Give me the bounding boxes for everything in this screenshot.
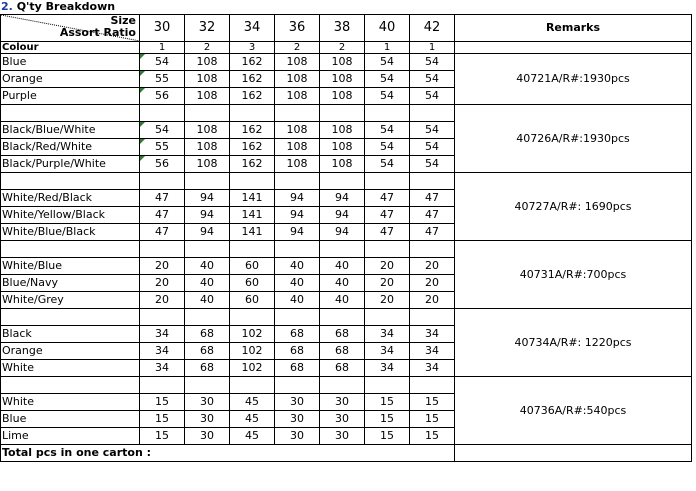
qty-cell: 54 — [365, 156, 410, 173]
assort-ratio-value: 2 — [320, 42, 365, 54]
spacer-row — [1, 309, 692, 326]
qty-cell: 102 — [230, 360, 275, 377]
empty-cell — [1, 105, 140, 122]
qty-cell: 60 — [230, 258, 275, 275]
empty-cell — [320, 309, 365, 326]
qty-cell: 20 — [365, 292, 410, 309]
section-title — [1, 0, 115, 14]
qty-cell: 94 — [185, 224, 230, 241]
assort-ratio-value: 1 — [140, 42, 185, 54]
empty-cell — [410, 309, 455, 326]
colour-label: Colour — [1, 42, 140, 54]
empty-cell — [185, 173, 230, 190]
colour-name: White/Blue/Black — [1, 224, 140, 241]
section-number: 2. — [1, 0, 13, 13]
qty-cell: 108 — [320, 139, 365, 156]
qty-cell: 40 — [275, 275, 320, 292]
assort-ratio-value: 2 — [185, 42, 230, 54]
empty-cell — [140, 309, 185, 326]
qty-cell: 20 — [365, 258, 410, 275]
empty-cell — [230, 241, 275, 258]
group-remark: 40731A/R#:700pcs — [455, 241, 692, 309]
group-remark: 40727A/R#: 1690pcs — [455, 173, 692, 241]
qty-cell: 20 — [410, 275, 455, 292]
qty-cell: 30 — [320, 394, 365, 411]
colour-name: Black — [1, 326, 140, 343]
empty-cell — [275, 377, 320, 394]
qty-cell — [140, 122, 185, 139]
qty-breakdown-table — [0, 14, 692, 462]
qty-cell: 68 — [275, 326, 320, 343]
spacer-row — [1, 241, 692, 258]
colour-name: Orange — [1, 343, 140, 360]
qty-cell: 108 — [275, 139, 320, 156]
qty-cell: 162 — [230, 156, 275, 173]
qty-cell: 102 — [230, 343, 275, 360]
qty-cell: 20 — [140, 275, 185, 292]
qty-cell: 54 — [410, 156, 455, 173]
qty-cell: 30 — [185, 428, 230, 445]
colour-name: Blue — [1, 54, 140, 71]
qty-cell: 108 — [185, 156, 230, 173]
comment-flag-icon — [140, 156, 145, 161]
qty-cell: 30 — [275, 394, 320, 411]
qty-cell: 45 — [230, 394, 275, 411]
qty-cell: 54 — [365, 122, 410, 139]
qty-cell: 108 — [275, 122, 320, 139]
qty-cell: 94 — [320, 190, 365, 207]
empty-cell — [230, 105, 275, 122]
empty-cell — [365, 173, 410, 190]
qty-cell: 34 — [365, 360, 410, 377]
qty-value: 55 — [155, 72, 169, 85]
empty-cell — [320, 105, 365, 122]
colour-name: Blue/Navy — [1, 275, 140, 292]
qty-cell: 47 — [410, 190, 455, 207]
qty-cell: 108 — [320, 122, 365, 139]
empty-cell — [140, 241, 185, 258]
empty-cell — [410, 105, 455, 122]
empty-cell — [185, 105, 230, 122]
qty-cell: 54 — [410, 139, 455, 156]
qty-cell: 54 — [410, 122, 455, 139]
empty-cell — [275, 309, 320, 326]
qty-cell: 54 — [365, 139, 410, 156]
qty-cell: 108 — [275, 54, 320, 71]
colour-name: Orange — [1, 71, 140, 88]
qty-cell: 68 — [320, 343, 365, 360]
qty-cell: 47 — [365, 224, 410, 241]
empty-cell — [140, 173, 185, 190]
qty-cell: 162 — [230, 139, 275, 156]
group-remark: 40726A/R#:1930pcs — [455, 105, 692, 173]
spacer-row — [1, 377, 692, 394]
qty-cell: 68 — [185, 360, 230, 377]
qty-cell: 30 — [320, 411, 365, 428]
qty-cell: 47 — [410, 224, 455, 241]
qty-cell: 108 — [185, 71, 230, 88]
qty-value: 54 — [155, 55, 169, 68]
qty-cell: 162 — [230, 88, 275, 105]
colour-name: Lime — [1, 428, 140, 445]
qty-value: 56 — [155, 89, 169, 102]
empty-cell — [185, 377, 230, 394]
qty-cell: 34 — [365, 326, 410, 343]
colour-name: Purple — [1, 88, 140, 105]
empty-cell — [410, 377, 455, 394]
size-header: 34 — [230, 15, 275, 42]
qty-cell: 54 — [410, 71, 455, 88]
qty-cell: 108 — [320, 88, 365, 105]
qty-cell — [140, 71, 185, 88]
qty-cell: 108 — [320, 71, 365, 88]
qty-cell: 40 — [185, 258, 230, 275]
empty-cell — [230, 173, 275, 190]
group-remark: 40736A/R#:540pcs — [455, 377, 692, 445]
qty-cell: 54 — [410, 88, 455, 105]
qty-cell: 68 — [275, 343, 320, 360]
colour-name: White/Grey — [1, 292, 140, 309]
qty-cell: 47 — [140, 190, 185, 207]
qty-cell: 30 — [185, 411, 230, 428]
colour-name: White/Yellow/Black — [1, 207, 140, 224]
qty-cell: 15 — [410, 411, 455, 428]
empty-cell — [365, 241, 410, 258]
qty-cell: 68 — [320, 326, 365, 343]
qty-cell: 30 — [320, 428, 365, 445]
qty-cell: 108 — [320, 156, 365, 173]
table-row — [1, 54, 692, 71]
empty-cell — [410, 241, 455, 258]
qty-cell: 108 — [185, 54, 230, 71]
colour-name: White — [1, 360, 140, 377]
section-title-text: Q'ty Breakdown — [16, 0, 116, 13]
group-remark: 40721A/R#:1930pcs — [455, 54, 692, 105]
size-header: 36 — [275, 15, 320, 42]
empty-cell — [140, 105, 185, 122]
empty-cell — [1, 377, 140, 394]
qty-cell: 60 — [230, 292, 275, 309]
qty-cell: 162 — [230, 71, 275, 88]
qty-cell: 20 — [365, 275, 410, 292]
qty-cell: 68 — [185, 326, 230, 343]
qty-cell: 54 — [365, 54, 410, 71]
qty-cell: 30 — [185, 394, 230, 411]
header-row — [1, 15, 692, 42]
qty-cell: 45 — [230, 428, 275, 445]
qty-cell: 20 — [410, 258, 455, 275]
qty-cell: 40 — [275, 292, 320, 309]
qty-value: 56 — [155, 157, 169, 170]
qty-cell: 108 — [275, 88, 320, 105]
qty-cell: 68 — [185, 343, 230, 360]
qty-cell: 108 — [185, 88, 230, 105]
qty-cell: 34 — [365, 343, 410, 360]
qty-cell: 94 — [185, 207, 230, 224]
qty-cell: 34 — [140, 343, 185, 360]
qty-cell: 15 — [365, 411, 410, 428]
colour-name: Blue — [1, 411, 140, 428]
empty-cell — [365, 309, 410, 326]
comment-flag-icon — [140, 54, 145, 59]
qty-cell: 68 — [275, 360, 320, 377]
qty-cell: 94 — [320, 224, 365, 241]
qty-cell: 15 — [140, 411, 185, 428]
empty-cell — [230, 377, 275, 394]
colour-name: Black/Purple/White — [1, 156, 140, 173]
qty-cell: 40 — [185, 275, 230, 292]
size-header: 38 — [320, 15, 365, 42]
qty-cell: 15 — [410, 394, 455, 411]
qty-cell: 20 — [140, 258, 185, 275]
qty-cell: 94 — [275, 224, 320, 241]
remarks-header: Remarks — [455, 15, 692, 42]
assort-ratio-value: 1 — [410, 42, 455, 54]
qty-cell: 141 — [230, 224, 275, 241]
qty-cell: 40 — [275, 258, 320, 275]
empty-cell — [320, 173, 365, 190]
qty-cell: 60 — [230, 275, 275, 292]
qty-cell: 108 — [275, 71, 320, 88]
comment-flag-icon — [140, 88, 145, 93]
total-remark-cell — [455, 445, 692, 462]
qty-cell: 141 — [230, 207, 275, 224]
qty-cell: 108 — [185, 139, 230, 156]
remarks-cell — [455, 42, 692, 54]
empty-cell — [410, 173, 455, 190]
qty-cell: 94 — [320, 207, 365, 224]
qty-cell — [140, 156, 185, 173]
qty-cell: 94 — [275, 207, 320, 224]
empty-cell — [1, 173, 140, 190]
qty-cell: 162 — [230, 122, 275, 139]
qty-cell: 20 — [410, 292, 455, 309]
colour-name: White — [1, 394, 140, 411]
empty-cell — [365, 105, 410, 122]
qty-cell: 15 — [140, 428, 185, 445]
qty-cell: 20 — [140, 292, 185, 309]
size-assort-label-cell — [1, 15, 140, 42]
qty-cell: 47 — [140, 224, 185, 241]
size-header: 32 — [185, 15, 230, 42]
qty-cell: 40 — [320, 258, 365, 275]
empty-cell — [185, 309, 230, 326]
empty-cell — [275, 173, 320, 190]
qty-cell: 54 — [410, 54, 455, 71]
qty-cell: 108 — [185, 122, 230, 139]
qty-cell: 108 — [275, 156, 320, 173]
empty-cell — [275, 105, 320, 122]
qty-cell: 15 — [410, 428, 455, 445]
qty-cell — [140, 88, 185, 105]
qty-cell: 15 — [140, 394, 185, 411]
qty-cell: 162 — [230, 54, 275, 71]
qty-cell — [140, 54, 185, 71]
qty-cell: 94 — [185, 190, 230, 207]
qty-cell: 15 — [365, 428, 410, 445]
colour-name: Black/Blue/White — [1, 122, 140, 139]
qty-cell: 108 — [320, 54, 365, 71]
group-remark: 40734A/R#: 1220pcs — [455, 309, 692, 377]
empty-cell — [1, 309, 140, 326]
qty-cell: 54 — [365, 88, 410, 105]
qty-cell: 34 — [410, 343, 455, 360]
qty-cell: 34 — [140, 360, 185, 377]
qty-cell: 47 — [140, 207, 185, 224]
qty-cell: 34 — [410, 360, 455, 377]
qty-cell: 15 — [365, 394, 410, 411]
assort-ratio-value: 2 — [275, 42, 320, 54]
comment-flag-icon — [140, 71, 145, 76]
qty-cell: 30 — [275, 411, 320, 428]
empty-cell — [185, 241, 230, 258]
qty-cell: 47 — [365, 207, 410, 224]
empty-cell — [1, 241, 140, 258]
comment-flag-icon — [140, 122, 145, 127]
qty-cell: 102 — [230, 326, 275, 343]
qty-cell: 40 — [320, 292, 365, 309]
qty-cell: 30 — [275, 428, 320, 445]
qty-value: 55 — [155, 140, 169, 153]
qty-cell: 94 — [275, 190, 320, 207]
size-header: 42 — [410, 15, 455, 42]
qty-cell — [140, 139, 185, 156]
empty-cell — [230, 309, 275, 326]
empty-cell — [275, 241, 320, 258]
empty-cell — [365, 377, 410, 394]
qty-cell: 68 — [320, 360, 365, 377]
ratio-row — [1, 42, 692, 54]
comment-flag-icon — [140, 139, 145, 144]
total-row — [1, 445, 692, 462]
assort-ratio-value: 3 — [230, 42, 275, 54]
empty-cell — [320, 377, 365, 394]
size-header: 40 — [365, 15, 410, 42]
size-label: Size — [110, 14, 136, 27]
qty-value: 54 — [155, 123, 169, 136]
assort-ratio-value: 1 — [365, 42, 410, 54]
assort-ratio-label: Assort Ratio — [59, 26, 136, 39]
qty-cell: 34 — [410, 326, 455, 343]
colour-name: White/Blue — [1, 258, 140, 275]
spacer-row — [1, 173, 692, 190]
colour-name: White/Red/Black — [1, 190, 140, 207]
colour-name: Black/Red/White — [1, 139, 140, 156]
qty-cell: 45 — [230, 411, 275, 428]
qty-cell: 141 — [230, 190, 275, 207]
qty-cell: 40 — [320, 275, 365, 292]
qty-cell: 47 — [365, 190, 410, 207]
qty-cell: 54 — [365, 71, 410, 88]
qty-cell: 40 — [185, 292, 230, 309]
qty-cell: 47 — [410, 207, 455, 224]
empty-cell — [140, 377, 185, 394]
empty-cell — [320, 241, 365, 258]
spacer-row — [1, 105, 692, 122]
total-label: Total pcs in one carton : — [1, 445, 455, 462]
qty-cell: 34 — [140, 326, 185, 343]
size-header: 30 — [140, 15, 185, 42]
